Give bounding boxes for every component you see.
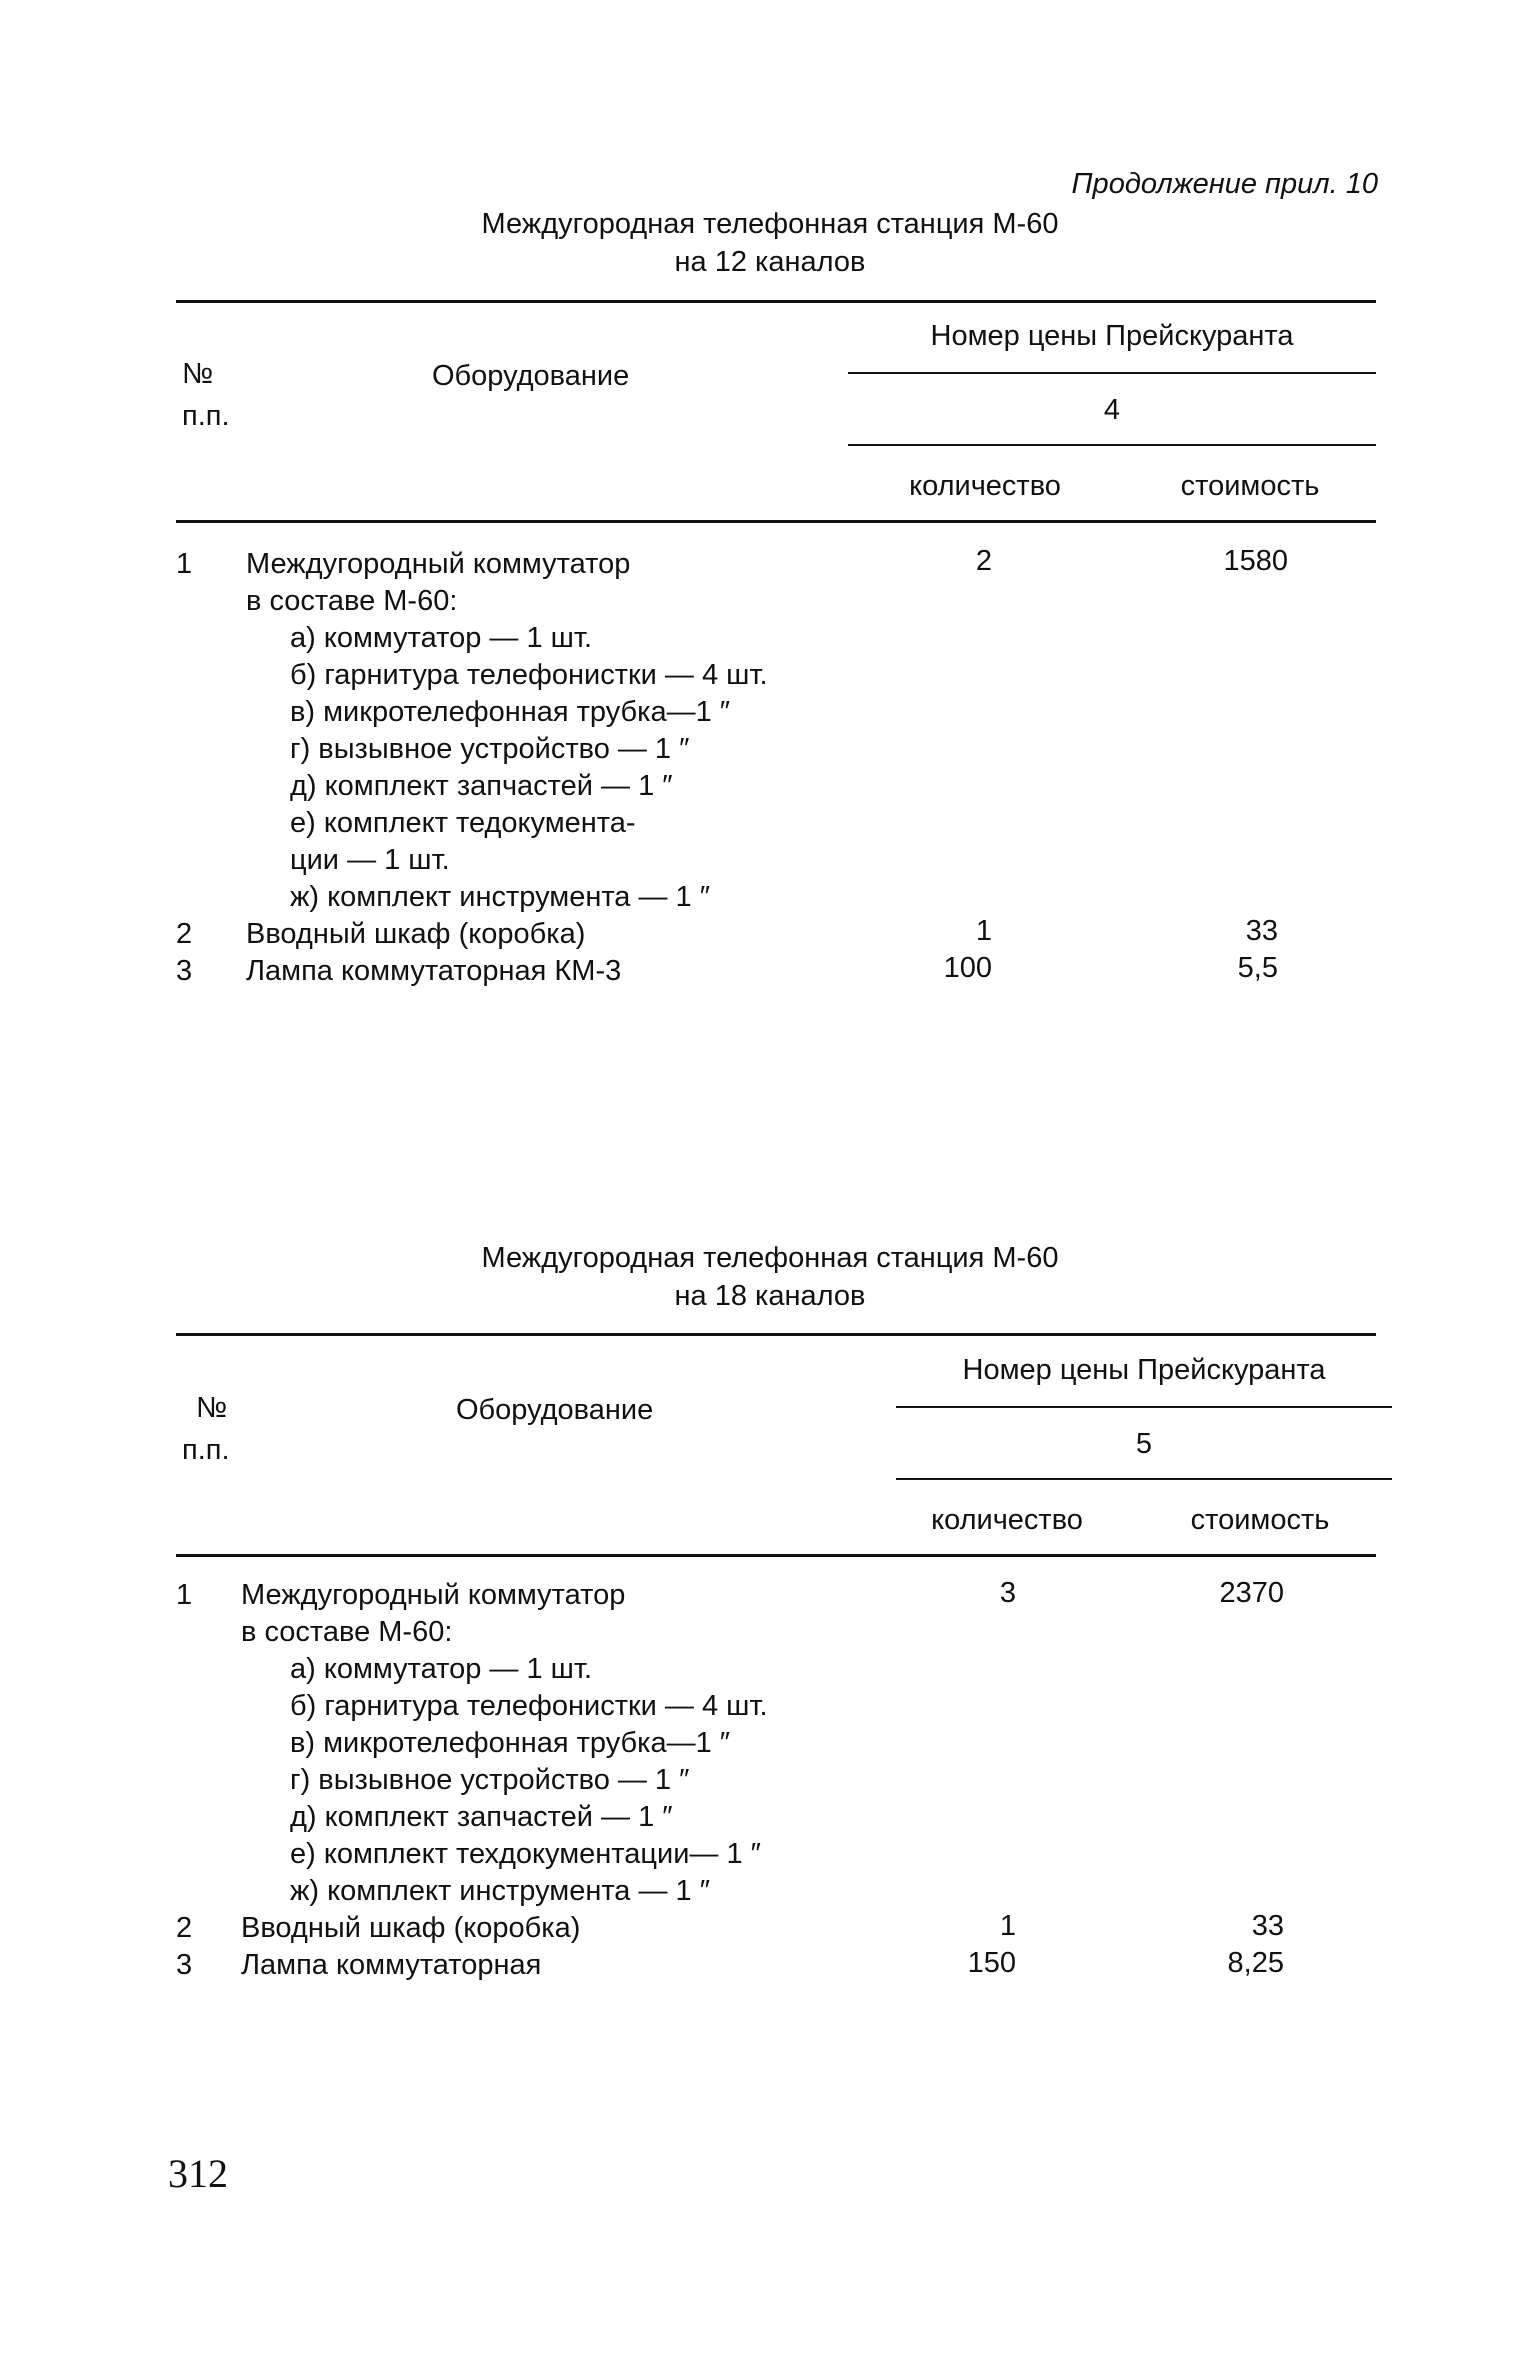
table1-row3-cost: 5,5 <box>1237 952 1278 984</box>
table1-header-equipment: Оборудование <box>432 360 630 392</box>
table1-row2-cost: 33 <box>1245 915 1278 947</box>
table1-header-price-label: Номер цены Прейскуранта <box>930 320 1294 352</box>
table1-subitem: в составе М-60: <box>246 585 458 617</box>
table2-subitem: д) комплект запчастей — 1 ″ <box>290 1801 673 1833</box>
table1-header-bottom-rule <box>176 520 1376 523</box>
table1-row1-name: Междугородный коммутатор <box>246 548 631 580</box>
table1-subitem: е) комплект тедокумента- <box>290 807 636 839</box>
table1-subitem: д) комплект запчастей — 1 ″ <box>290 770 673 802</box>
table1-subitem: ции — 1 шт. <box>290 844 450 876</box>
table2-row2-name: Вводный шкаф (коробка) <box>241 1912 581 1944</box>
table2-subitem: а) коммутатор — 1 шт. <box>290 1653 593 1685</box>
table1-header-price-number: 4 <box>1103 394 1121 426</box>
table1-header-cost: стоимость <box>1180 470 1320 502</box>
table1-row1-cost: 1580 <box>1223 545 1288 577</box>
table2-header-cost: стоимость <box>1190 1504 1330 1536</box>
table1-subitem: ж) комплект инструмента — 1 ″ <box>290 881 711 913</box>
page-number: 312 <box>168 2151 228 2196</box>
table1-title-line1: Междугородная телефонная станция М-60 <box>481 208 1059 240</box>
table2-subitem: е) комплект техдокументации— 1 ″ <box>290 1838 761 1870</box>
table2-row1-name: Междугородный коммутатор <box>241 1579 626 1611</box>
table2-subheader-rule <box>896 1478 1392 1480</box>
table2-row1-cost: 2370 <box>1219 1577 1284 1609</box>
table1-price-rule <box>848 372 1376 374</box>
table2-price-rule <box>896 1406 1392 1408</box>
table2-row1-num: 1 <box>176 1579 193 1611</box>
table1-title-line2: на 12 каналов <box>674 246 866 278</box>
table2-header-no: № <box>196 1392 228 1424</box>
table1-subitem: а) коммутатор — 1 шт. <box>290 622 593 654</box>
table2-header-equipment: Оборудование <box>456 1394 654 1426</box>
table2-subitem: ж) комплект инструмента — 1 ″ <box>290 1875 711 1907</box>
table2-header-bottom-rule <box>176 1554 1376 1557</box>
table1-header-no: № <box>182 358 214 390</box>
table1-row3-qty: 100 <box>943 952 992 984</box>
table1-subitem: г) вызывное устройство — 1 ″ <box>290 733 690 765</box>
table2-subitem: в) микротелефонная трубка—1 ″ <box>290 1727 731 1759</box>
table2-subitem: в составе М-60: <box>241 1616 453 1648</box>
table1-row1-num: 1 <box>176 548 193 580</box>
table1-row1-qty: 2 <box>975 545 992 577</box>
table2-subitem: б) гарнитура телефонистки — 4 шт. <box>290 1690 768 1722</box>
continuation-label: Продолжение прил. 10 <box>1071 168 1378 200</box>
table2-row2-cost: 33 <box>1251 1910 1284 1942</box>
table2-row2-num: 2 <box>176 1912 193 1944</box>
table1-subitem: в) микротелефонная трубка—1 ″ <box>290 696 731 728</box>
table2-top-rule <box>176 1333 1376 1336</box>
table2-row3-name: Лампа коммутаторная <box>241 1949 542 1981</box>
table1-subitem: б) гарнитура телефонистки — 4 шт. <box>290 659 768 691</box>
table2-header-price-number: 5 <box>1135 1428 1153 1460</box>
table2-row1-qty: 3 <box>999 1577 1016 1609</box>
table2-row2-qty: 1 <box>999 1910 1016 1942</box>
table2-subitem: г) вызывное устройство — 1 ″ <box>290 1764 690 1796</box>
table2-header-quantity: количество <box>931 1504 1083 1536</box>
table1-row3-num: 3 <box>176 955 193 987</box>
table1-row2-num: 2 <box>176 918 193 950</box>
table1-header-quantity: количество <box>909 470 1061 502</box>
table2-title-line2: на 18 каналов <box>674 1280 866 1312</box>
table1-row2-qty: 1 <box>975 915 992 947</box>
table1-row3-name: Лампа коммутаторная КМ-3 <box>246 955 622 987</box>
table2-header-price-label: Номер цены Прейскуранта <box>962 1354 1326 1386</box>
table1-top-rule <box>176 300 1376 303</box>
table2-row3-num: 3 <box>176 1949 193 1981</box>
table1-row2-name: Вводный шкаф (коробка) <box>246 918 586 950</box>
table1-header-pp: п.п. <box>182 400 230 432</box>
table1-subheader-rule <box>848 444 1376 446</box>
table2-header-pp: п.п. <box>182 1434 230 1466</box>
table2-title-line1: Междугородная телефонная станция М-60 <box>481 1242 1059 1274</box>
table2-row3-cost: 8,25 <box>1227 1947 1284 1979</box>
table2-row3-qty: 150 <box>967 1947 1016 1979</box>
